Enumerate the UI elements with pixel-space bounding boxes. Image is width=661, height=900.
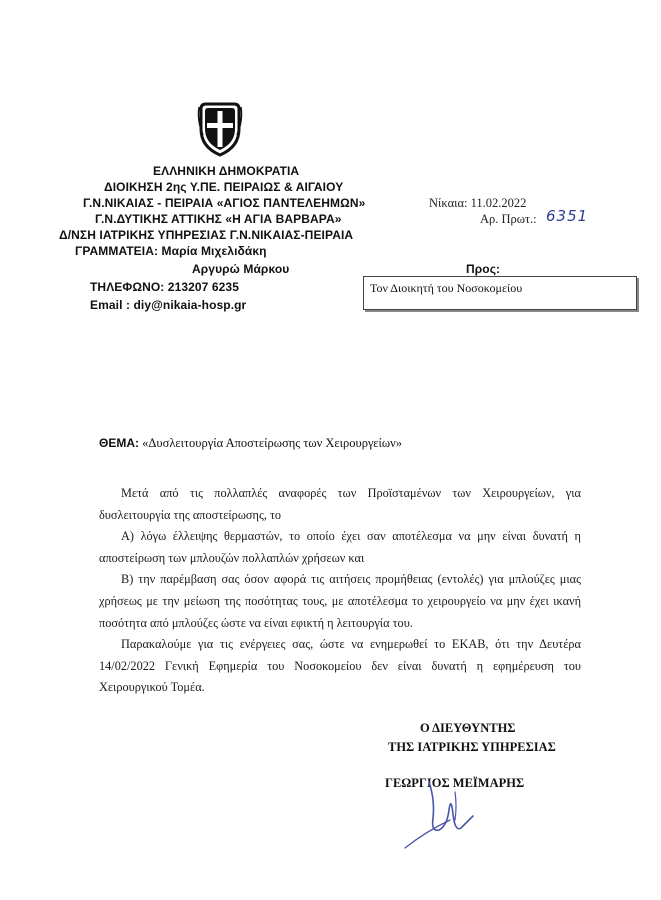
signature-name: ΓΕΩΡΓΙΟΣ ΜΕΪΜΑΡΗΣ <box>385 776 525 790</box>
subject-label: ΘΕΜΑ: <box>99 436 139 450</box>
protocol-label: Αρ. Πρωτ.: <box>480 212 537 226</box>
recipient-box <box>363 276 637 310</box>
header-phone: ΤΗΛΕΦΩΝΟ: 213207 6235 <box>90 280 239 294</box>
header-secretariat-second: Αργυρώ Μάρκου <box>192 262 290 276</box>
coat-of-arms-emblem <box>197 101 243 157</box>
handwritten-signature <box>395 770 515 855</box>
recipient-name: Τον Διοικητή του Νοσοκομείου <box>370 281 523 295</box>
body-paragraph-a: Α) λόγω έλλειψης θερμαστών, το οποίο έχει σαν αποτέλεσμα να μην είναι δυνατή η αποστείρωση των μπλουζών πολλαπλών χρήσεων και <box>99 529 581 565</box>
body-paragraph-intro: Μετά από τις πολλαπλές αναφορές των Προϊσταμένων των Χειρουργείων, για δυσλειτουργία της αποστείρωσης, το <box>99 486 581 522</box>
header-email: Email : diy@nikaia-hosp.gr <box>90 298 247 312</box>
header-line-medical-directorate: Δ/ΝΣΗ ΙΑΤΡΙΚΗΣ ΥΠΗΡΕΣΙΑΣ Γ.Ν.ΝΙΚΑΙΑΣ-ΠΕΙΡΑΙΑ <box>59 228 354 242</box>
header-line-republic: ΕΛΛΗΝΙΚΗ ΔΗΜΟΚΡΑΤΙΑ <box>153 164 300 178</box>
place-date: Νίκαια: 11.02.2022 <box>429 196 527 210</box>
header-line-hospital-west-attica: Γ.Ν.ΔΥΤΙΚΗΣ ΑΤΤΙΚΗΣ «Η ΑΓΙΑ ΒΑΡΒΑΡΑ» <box>95 212 342 226</box>
protocol-number: 6351 <box>546 207 589 225</box>
signature-title-director: Ο ΔΙΕΥΘΥΝΤΗΣ <box>420 721 516 735</box>
subject-line <box>99 436 402 451</box>
body-paragraph-b: Β) την παρέμβαση σας όσον αφορά τις αιτήσεις προμήθειας (εντολές) για μπλούζες μιας χρήσεως με την μείωση της ποσότητας τους, με αποτέλεσμα το χειρουργείο να μην έχει ικανή ποσότητα από μπλούζες ώστε να είναι εφικτή η λειτουργία του. <box>99 572 581 630</box>
header-secretariat: ΓΡΑΜΜΑΤΕΙΑ: Μαρία Μιχελιδάκη <box>75 244 267 258</box>
header-line-hospital-nikaia: Γ.Ν.ΝΙΚΑΙΑΣ - ΠΕΙΡΑΙΑ «ΑΓΙΟΣ ΠΑΝΤΕΛΕΗΜΩΝ» <box>83 196 366 210</box>
recipient-label: Προς: <box>466 262 501 276</box>
signature-title-service: ΤΗΣ ΙΑΤΡΙΚΗΣ ΥΠΗΡΕΣΙΑΣ <box>388 740 556 754</box>
letter-body <box>99 483 581 699</box>
subject-text: «Δυσλειτουργία Αποστείρωσης των Χειρουργείων» <box>142 436 402 450</box>
body-paragraph-request: Παρακαλούμε για τις ενέργειες σας, ώστε να ενημερωθεί το ΕΚΑΒ, ότι την Δευτέρα 14/02/2022 Γενική Εφημερία του Νοσοκομείου δεν είναι δυνατή η εφημέρευση του Χειρουργικού Τομέα. <box>99 637 581 695</box>
header-line-administration: ΔΙΟΙΚΗΣΗ 2ης Υ.ΠΕ. ΠΕΙΡΑΙΩΣ & ΑΙΓΑΙΟΥ <box>104 180 344 194</box>
